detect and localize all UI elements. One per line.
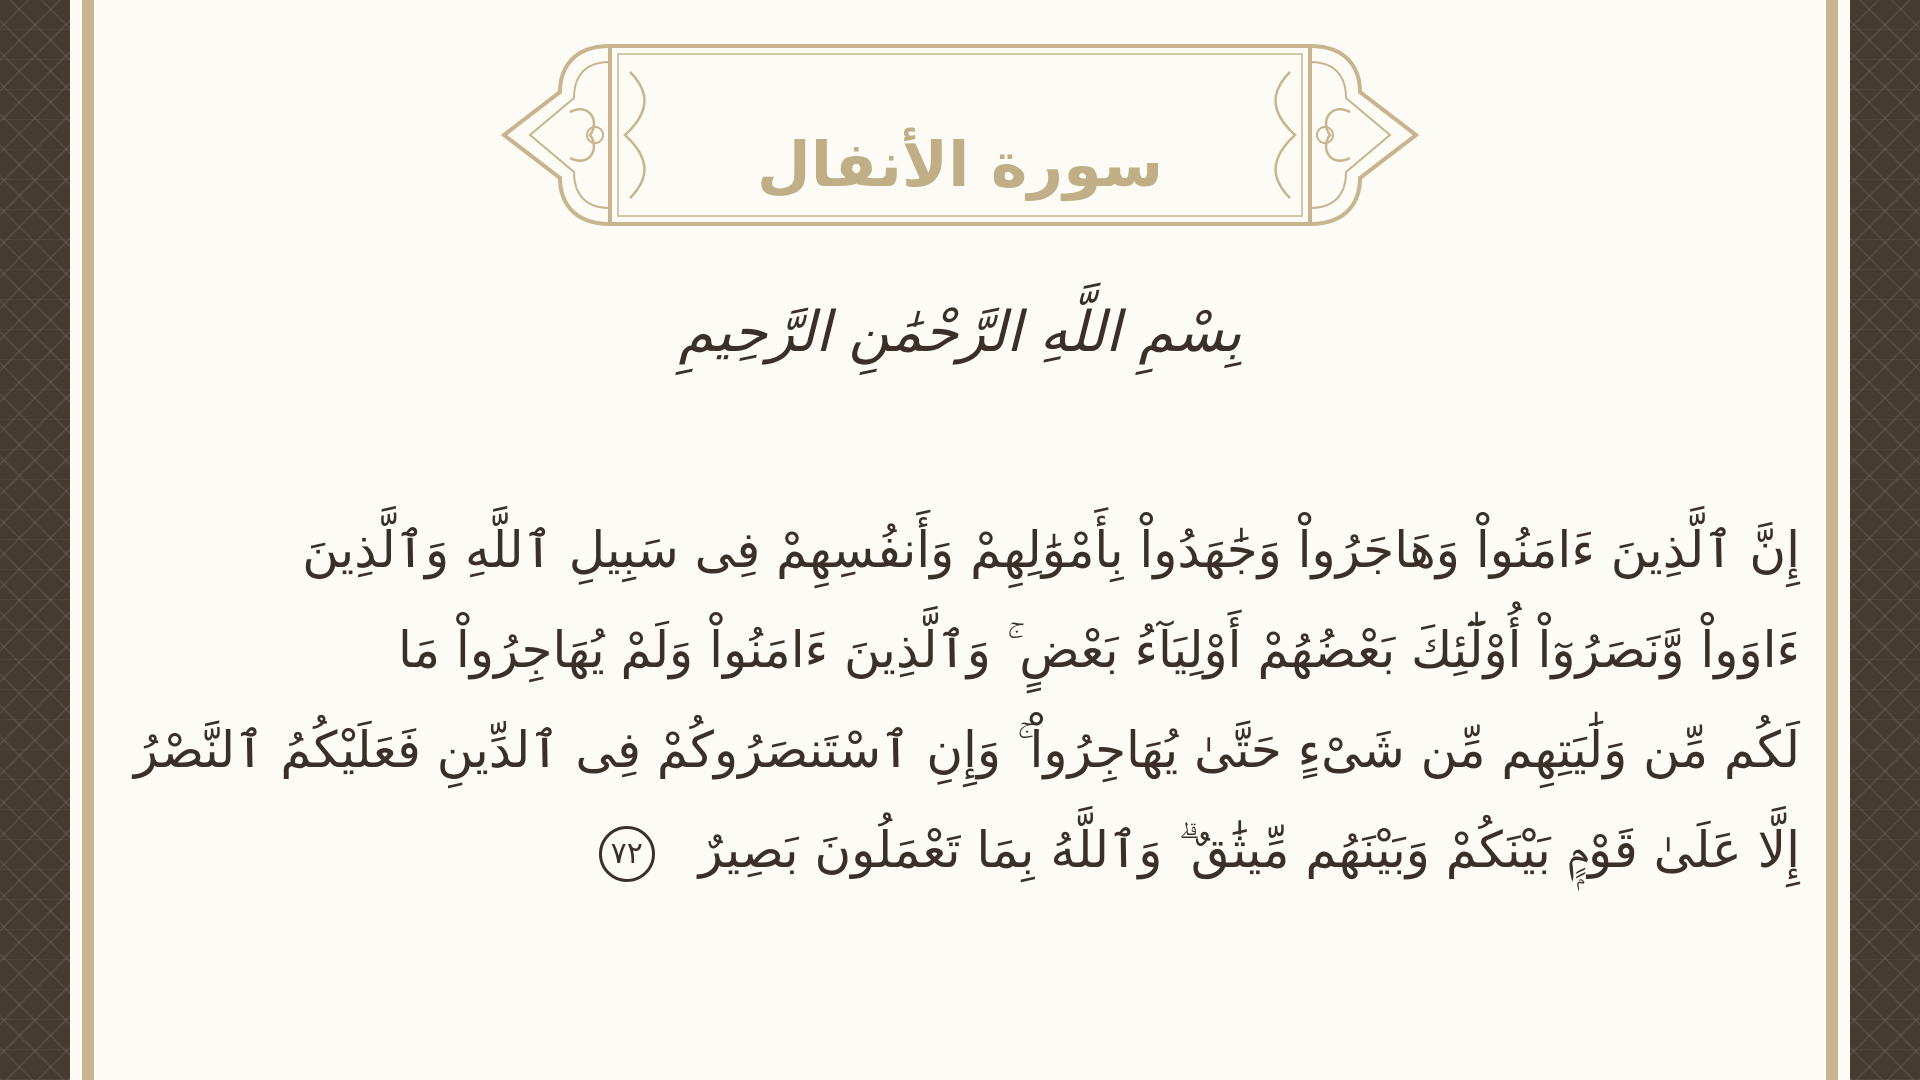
basmala: بِسْمِ اللَّهِ الرَّحْمَٰنِ الرَّحِيمِ xyxy=(678,300,1242,365)
verse-line-4 xyxy=(140,820,1800,882)
verse-line-4-text: إِلَّا عَلَىٰ قَوْمٍۭ بَيْنَكُمْ وَبَيْنَهُم مِّيثَٰقٌ ۗ وَٱللَّهُ بِمَا تَعْمَلُونَ بَصِيرٌ xyxy=(698,821,1800,879)
right-ornamental-border xyxy=(1850,0,1920,1080)
verse-line-3: لَكُم مِّن وَلَٰيَتِهِم مِّن شَىْءٍ حَتَّىٰ يُهَاجِرُواْ ۚ وَإِنِ ٱسْتَنصَرُوكُمْ فِى ٱلدِّينِ فَعَلَيْكُمُ ٱلنَّصْرُ xyxy=(133,721,1800,779)
verse-line-2: ءَاوَواْ وَّنَصَرُوٓاْ أُوْلَٰٓئِكَ بَعْضُهُمْ أَوْلِيَآءُ بَعْضٍ ۚ وَٱلَّذِينَ ءَامَنُواْ وَلَمْ يُهَاجِرُواْ مَا xyxy=(398,621,1800,679)
verse-line-1: إِنَّ ٱلَّذِينَ ءَامَنُواْ وَهَاجَرُواْ وَجَٰهَدُواْ بِأَمْوَٰلِهِمْ وَأَنفُسِهِمْ فِى سَبِيلِ ٱللَّهِ وَٱلَّذِينَ xyxy=(302,521,1800,579)
verse-number-marker: ٧٢ xyxy=(599,826,655,882)
left-gold-rule xyxy=(82,0,94,1080)
surah-title: سورة الأنفال xyxy=(756,128,1164,201)
left-ornamental-border xyxy=(0,0,70,1080)
surah-title-banner xyxy=(500,42,1420,228)
right-gold-rule xyxy=(1826,0,1838,1080)
